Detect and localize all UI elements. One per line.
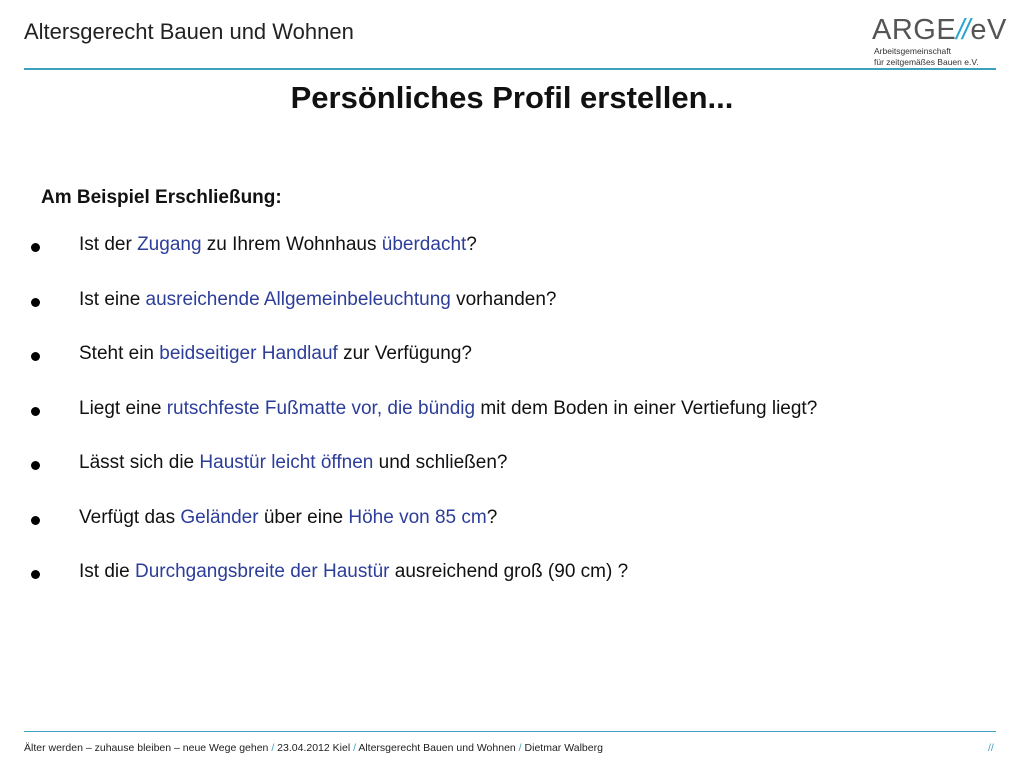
footer-end-mark: //: [988, 742, 994, 754]
question-fragment: Ist der: [79, 234, 138, 255]
footer-separator: /: [350, 742, 359, 754]
question-fragment: Lässt sich die: [79, 452, 200, 473]
header-divider: [24, 68, 996, 70]
question-fragment: und schließen?: [373, 452, 508, 473]
highlighted-term: Zugang: [137, 234, 202, 255]
bullet-dot-icon: [31, 298, 40, 307]
highlighted-term: überdacht: [381, 234, 467, 255]
header-title: Altersgerecht Bauen und Wohnen: [24, 19, 354, 44]
question-item: [0, 452, 1024, 482]
section-subheading: Am Beispiel Erschließung:: [41, 187, 282, 208]
question-fragment: Steht ein: [79, 343, 160, 364]
footer-separator: /: [268, 742, 278, 754]
question-item: [0, 234, 1024, 264]
question-fragment: über eine: [258, 507, 349, 528]
bullet-dot-icon: [31, 243, 40, 252]
footer-part1: Älter werden – zuhause bleiben – neue Wege gehen: [24, 742, 269, 754]
question-fragment: Ist die: [79, 561, 135, 582]
slide-title: Persönliches Profil erstellen...: [290, 80, 734, 115]
bullet-dot-icon: [31, 461, 40, 470]
highlighted-term: Höhe von 85 cm: [348, 507, 487, 528]
highlighted-term: ausreichende Allgemeinbeleuchtung: [145, 289, 451, 310]
logo-subtitle: [874, 46, 979, 67]
footer-divider: [24, 731, 996, 732]
question-fragment: ausreichend groß (90 cm) ?: [389, 561, 629, 582]
highlighted-term: beidseitiger Handlauf: [159, 343, 338, 364]
logo-slash: //: [956, 14, 969, 46]
bullet-dot-icon: [31, 516, 40, 525]
question-item: [0, 289, 1024, 319]
question-text: [79, 289, 556, 311]
question-fragment: ?: [466, 234, 477, 255]
logo-subtitle-line1: Arbeitsgemeinschaft: [874, 46, 952, 56]
question-fragment: mit dem Boden in einer Vertiefung liegt?: [475, 398, 818, 419]
footer-part4: Dietmar Walberg: [524, 742, 603, 754]
question-item: [0, 507, 1024, 537]
question-fragment: Verfügt das: [79, 507, 181, 528]
highlighted-term: Durchgangsbreite der Haustür: [134, 561, 390, 582]
footer-text: [24, 742, 603, 754]
question-text: [79, 507, 497, 529]
bullet-dot-icon: [31, 352, 40, 361]
question-text: [79, 452, 508, 474]
logo-word-right: eV: [970, 14, 1007, 46]
question-text: [79, 398, 817, 420]
question-fragment: vorhanden?: [450, 289, 557, 310]
question-fragment: Liegt eine: [79, 398, 167, 419]
highlighted-term: Geländer: [180, 507, 259, 528]
question-text: [79, 561, 628, 583]
footer-part3: Altersgerecht Bauen und Wohnen: [358, 742, 516, 754]
arge-logo: [872, 14, 1007, 68]
highlighted-term: Haustür leicht öffnen: [199, 452, 374, 473]
question-text: [79, 234, 477, 256]
question-item: [0, 343, 1024, 373]
question-fragment: Ist eine: [79, 289, 146, 310]
question-fragment: zur Verfügung?: [337, 343, 472, 364]
logo-subtitle-line2: für zeitgemäßes Bauen e.V.: [874, 56, 979, 67]
logo-wordmark: [872, 14, 1007, 47]
question-text: [79, 343, 472, 365]
highlighted-term: rutschfeste Fußmatte vor, die bündig: [166, 398, 476, 419]
bullet-dot-icon: [31, 407, 40, 416]
question-fragment: zu Ihrem Wohnhaus: [201, 234, 382, 255]
logo-word-left: ARGE: [872, 14, 957, 46]
question-item: [0, 398, 1024, 428]
bullet-dot-icon: [31, 570, 40, 579]
question-item: [0, 561, 1024, 591]
footer-part2: 23.04.2012 Kiel: [277, 742, 351, 754]
question-fragment: ?: [486, 507, 498, 528]
footer-separator: /: [515, 742, 525, 754]
